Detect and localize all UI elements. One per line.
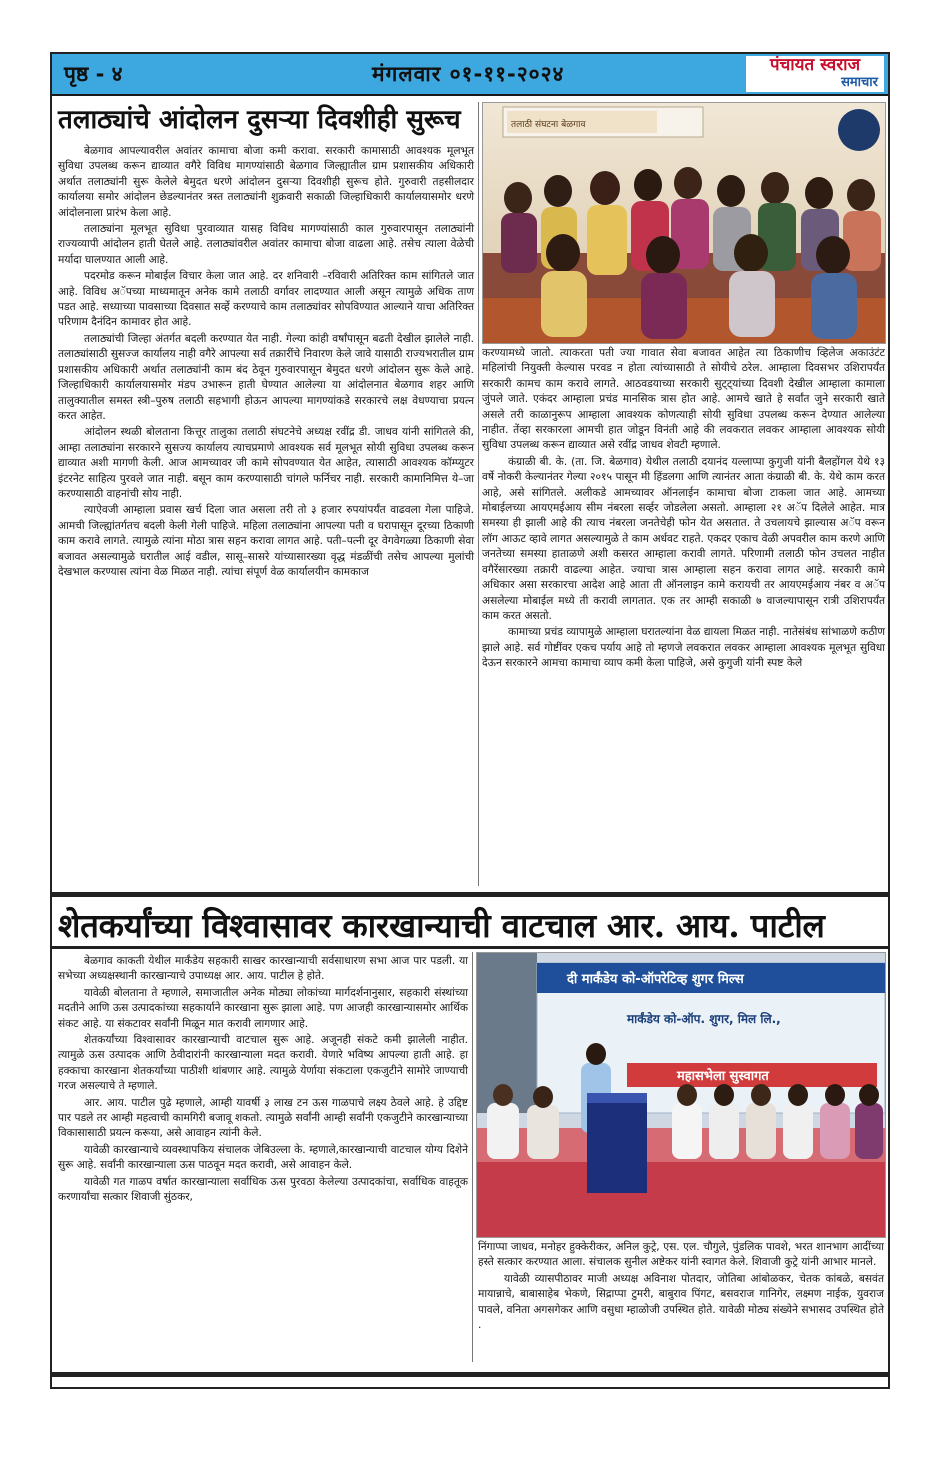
photo-banner-line2: मार्कंडेय को-ऑप. शुगर, मिल लि., [627, 1012, 781, 1026]
paragraph: निंगाप्पा जाधव, मनोहर हुक्केरीकर, अनिल कुट्रे, एस. एल. चौगुले, पुंडलिक पावशे, भरत शानभाग आदींच्या हस्ते सत्कार करण्यात आला. संचालक सुनील अष्टेकर यांनी स्वागत केले. शिवाजी कुट्रे यांनी आभार मानले. [478, 1241, 884, 1269]
bottom-divider [52, 1372, 888, 1377]
headline-underline [52, 946, 888, 949]
meeting-photo [477, 953, 885, 1237]
masthead-sub: समाचार [841, 75, 878, 90]
paragraph: कंग्राळी बी. के. (ता. जि. बेळगाव) येथील तलाठी दयानंद यल्लाप्पा कुगुजी यांनी बैलहोंगल येथे १३ वर्षे नोकरी केल्यानंतर गेल्या २०१५ पासून मी हिंडलगा आणि त्यानंतर आता कंग्राळी बी. के. येथे काम करत आहे, असे सांगितले. अलीकडे आमच्यावर ऑनलाईन कामाचा बोजा टाकला जात आहे. आमच्या मोबाईलच्या आयएमईआय सीम नंबरला सर्व्हर जोडलेला असतो. आम्हाला २१ अॅप दिलेले आहेत. मात्र समस्या ही झाली आहे की त्याच नंबरला जनतेचेही फोन येत असतात. ते उचलायचे झाल्यास अॅप वरून लॉग आऊट व्हावे लागत असल्यामुळे ते काम अर्धवट राहते. एकदर एकाच वेळी अपवरील काम करणे आणि जनतेच्या समस्या हाताळणे अशी कसरत आम्हाला करावी लागते. परिणामी तलाठी फोन उचलत नाहीत वगैरेंसारख्या तक्रारी वाढल्या आहेत. ज्याचा त्रास आम्हाला सहन करावा लागत आहे. सरकारी कामे अधिकार असा सरकारचा आदेश आहे आता ती ऑनलाइन कामे करायची तर आयएमईआय नंबर व अॅप असलेल्या मोबाईल मध्ये ती करावी लागतात. एक तर आम्ही सकाळी ७ वाजल्यापासून रात्री उशिरापर्यंत काम करत असतो. [482, 455, 885, 622]
article1-column-right [482, 346, 885, 673]
paragraph: तलाठ्यांची जिल्हा अंतर्गत बदली करण्यात येत नाही. गेल्या कांही वर्षांपासून बढती देखील झालेले नाही. तलाठ्यांसाठी सुसज्ज कार्यालय नाही वगैरे आपल्या सर्व तक्रारींचे निवारण केले जावे यासाठी राज्यभरातील ग्राम प्रशासकीय अधिकारी अर्थात तलाठ्यांनी काम बंद ठेवून गुरुवारपासून बेमुदत धरणे आंदोलन सुरू केले आहे. जिल्हाधिकारी कार्यालयासमोर मंडप उभारून हाती घेण्यात आलेल्या या आंदोलनात बेळगाव शहर आणि तालुक्यातील समस्त स्त्री–पुरुष तलाठी सहभागी होऊन आपल्या मागण्यांकडे सरकारचे लक्ष वेधण्याचा प्रयत्न करत आहेत. [58, 332, 474, 422]
protest-photo [483, 103, 885, 343]
article2-column-right [478, 1240, 884, 1334]
paragraph: कामाच्या प्रचंड व्यापामुळे आम्हाला घरातल्यांना वेळ द्यायला मिळत नाही. नातेसंबंध सांभाळणे कठीण झाले आहे. सर्व गोष्टींवर एकच पर्याय आहे तो म्हणजे लवकरात लवकर आम्हाला आवश्यक मूलभूत सुविधा देऊन सरकारने आमचा कामाचा व्याप कमी केला पाहिजे, असे कुगुजी यांनी स्पष्ट केले [482, 626, 885, 670]
photo-banner-text: तलाठी संघटना बेळगाव [511, 120, 586, 130]
paragraph: आंदोलन स्थळी बोलताना कित्तूर तालुका तलाठी संघटनेचे अध्यक्ष रवींद्र डी. जाधव यांनी सांगितले की, आम्हा तलाठ्यांना सरकारने सुसज्य कार्यालय त्याचप्रमाणे आवश्यक सर्व मूलभूत सोयी सुविधा उपलब्ध करून द्याव्यात अशी मागणी केली. आज आमच्यावर जी कामे सोपवण्यात येत आहेत, त्यासाठी आवश्यक कॉम्प्युटर इंटरनेट साहित्य पुरवले जात नाही. बसून काम करण्यासाठी चांगले फर्निचर नाही. सरकारी कामानिमित्त ये–जा करण्यासाठी वाहनांची सोय नाही. [58, 426, 474, 500]
article2-headline: शेतकर्यांच्या विश्वासावर कारखान्याची वाटचाल आर. आय. पाटील [58, 906, 825, 945]
masthead-logo [746, 56, 884, 92]
article1-column-left [58, 144, 474, 581]
masthead-name: पंचायत स्वराज [769, 55, 861, 75]
paragraph: तलाठ्यांना मूलभूत सुविधा पुरवाव्यात यासह विविध मागण्यांसाठी काल गुरुवारपासून तलाठ्यांनी राज्यव्यापी आंदोलन हाती घेतले आहे. तलाठ्यांवरील अवांतर कामाचा बोजा वाढला आहे. तसेच त्याला वेळेची मर्यादा घालण्यात आली आहे. [58, 223, 474, 266]
paragraph: पदरमोड करून मोबाईल विचार केला जात आहे. दर शनिवारी –रविवारी अतिरिक्त काम सांगितले जात आहे. विविध अॅपच्या माध्यमातून अनेक कामे तलाठी वर्गावर लादण्यात आली असून त्यामुळे अधिक ताण पडत आहे. सध्याच्या पावसाच्या दिवसात सर्व्हे करण्याचे काम तलाठ्यांवर सोपविण्यात आल्याने याचा अतिरिक्त परिणाम दैनंदिन कामावर होत आहे. [58, 270, 474, 329]
paragraph: यावेळी कारखान्याचे व्यवस्थापकिय संचालक जेबिउल्ला के. म्हणाले,कारखान्याची वाटचाल योग्य दिशेने सुरू आहे. सर्वांनी कारखान्याला ऊस पाठवून मदत करावी, असे आवाहन केले. [58, 1143, 468, 1172]
paragraph: करण्यामध्ये जातो. त्याकरता पती ज्या गावात सेवा बजावत आहेत त्या ठिकाणीच व्हिलेज अकाउंटंट महिलांची नियुक्ती केल्यास परवड न होता त्यांच्यासाठी ते सोयीचे ठरेल. आम्हाला दिवसभर उशिरापर्यंत सरकारी कामच काम करावे लागते. आठवडयाच्या सरकारी सुट्ट्यांच्या दिवशी देखील आम्हाला कामाला जुंपले जाते. एकंदर आम्हाला प्रचंड मानसिक त्रास होत आहे. आमचे खाते हे सर्वांत जुने सरकारी खाते असले तरी काळानुरूप आम्हाला आवश्यक कोणत्याही सोयी सुविधा उपलब्ध करून देण्यात आलेल्या नाहीत. तेंव्हा सरकारला आमची हात जोडून विनंती आहे की लवकरात लवकर आम्हाला आवश्यक सोयी सुविधा उपलब्ध करून द्याव्यात असे रवींद्र जाधव शेवटी म्हणाले. [482, 347, 885, 452]
paragraph: बेळगाव आपल्यावरील अवांतर कामाचा बोजा कमी करावा. सरकारी कामासाठी आवश्यक मूलभूत सुविधा उपलब्ध करून द्याव्यात वगैरे विविध मागण्यांसाठी बेळगाव जिल्ह्यातील ग्राम प्रशासकीय अधिकारी अर्थात तलाठ्यांनी सुरू केलेले बेमुदत धरणे आंदोलन दुसऱ्या दिवशीही सुरूच होते. गुरुवारी तहसीलदार कार्यालया समोर आंदोलन छेडल्यानंतर त्रस्त तलाठ्यांनी शुक्रवारी सकाळी जिल्हाधिकारी कार्यालयासमोर धरणे आंदोलनाला प्रारंभ केला आहे. [58, 145, 474, 219]
page-number: पृष्ठ - ४ [64, 62, 123, 86]
paragraph: शेतकर्यांच्या विश्वासावर कारखान्याची वाटचाल सुरू आहे. अजूनही संकटे कमी झालेली नाहीत. त्यामुळे ऊस उत्पादक आणि ठेवीदारांनी कारखान्याला मदत करावी. येणारे भविष्य आपल्या हाती आहे. हा हक्काचा कारखाना शेतकर्यांच्या पाठीशी थांबणार आहे. त्यामुळे येर्णाया संकटाला एकजुटीने सामोरे जाण्याची गरज असल्याचे ते म्हणाले. [58, 1034, 468, 1093]
article1-headline: तलाठ्यांचे आंदोलन दुसऱ्या दिवशीही सुरूच [58, 105, 461, 135]
photo-banner-line3: महासभेला सुस्वागत [677, 1069, 769, 1084]
article1-photo [482, 102, 886, 344]
issue-date: मंगलवार ०१-११-२०२४ [372, 62, 565, 86]
paragraph: यावेळी व्यासपीठावर माजी अध्यक्ष अविनाश पोतदार, जोतिबा आंबोळकर, चेतक कांबळे, बसवंत मायान्नाचे, बाबासाहेब भेकणे, सिद्राप्पा टुमरी, बाबुराव पिंगट, बसवराज गानिगेर, लक्ष्मण नाईक, युवराज पावले, वनिता अगसगेकर आणि वसुधा म्हाळोजी उपस्थित होते. यावेळी मोठ्य संख्येने सभासद उपस्थित होते . [478, 1272, 884, 1332]
paragraph: यावेळी बोलताना ते म्हणाले, समाजातील अनेक मोठ्या लोकांच्या मार्गदर्शनानुसार, सहकारी संस्थांच्या मदतीने आणि ऊस उत्पादकांच्या सहकार्याने कारखाना सुरू झाला आहे. पण आजही कारखान्यासमोर आर्थिक संकट आहे. या संकटावर सर्वांनी मिळून मात करावी लागणार आहे. [58, 986, 468, 1030]
page-header [52, 54, 888, 96]
column-divider [478, 102, 479, 886]
paragraph: यावेळी गत गाळप वर्षात कारखान्याला सर्वाधिक ऊस पुरवठा केलेल्या उत्पादकांचा, सर्वाधिक वाहतूक करणार्यांचा सत्कार शिवाजी सुंठकर, [58, 1175, 468, 1204]
photo-banner-line1: दी मार्कंडेय को-ऑपरेटिव्ह शुगर मिल्स [567, 972, 744, 987]
article2-photo [476, 952, 886, 1238]
paragraph: त्याऐवजी आम्हाला प्रवास खर्च दिला जात असला तरी तो ३ हजार रुपयांपर्यंत वाढवला गेला पाहिजे. आमची जिल्ह्यांतर्गतच बदली केली गेली पाहिजे. महिला तलाठ्यांना आपल्या पती व घरापासून दूरच्या ठिकाणी काम करावे लागते. त्यामुळे त्यांना मोठा त्रास सहन करावा लागत आहे. पती–पत्नी दूर वेगवेगळ्या ठिकाणी सेवा बजावत असल्यामुळे घरातील आई वडील, सासू–सासरे यांच्यासारख्या वृद्ध मंडळींची तसेच आपल्या मुलांची देखभाल करण्यास त्यांना वेळ मिळत नाही. त्यांचा संपूर्ण वेळ कार्यालयीन कामकाज [58, 504, 474, 578]
paragraph: आर. आय. पाटील पुढे म्हणाले, आम्ही यावर्षी ३ लाख टन ऊस गाळपाचे लक्ष्य ठेवले आहे. हे उद्दिष्ट पार पडले तर आम्ही महत्वाची कामगिरी बजावू शकतो. त्यामुळे सर्वांनी आम्ही सर्वांनी एकजुटीने कारखान्याच्या विकासासाठी प्रयत्न करूया, असे आवाहन त्यांनी केले. [58, 1096, 468, 1140]
article2-column-left [58, 954, 468, 1207]
section-divider [52, 892, 888, 897]
newspaper-page [50, 52, 890, 1389]
column-divider [472, 952, 473, 1362]
paragraph: बेळगाव काकती येथील मार्कंडेय सहकारी साखर कारखान्याची सर्वसाधारण सभा आज पार पडली. या सभेच्या अध्यक्षस्थानी कारखान्याचे उपाध्यक्ष आर. आय. पाटील हे होते. [58, 955, 468, 983]
